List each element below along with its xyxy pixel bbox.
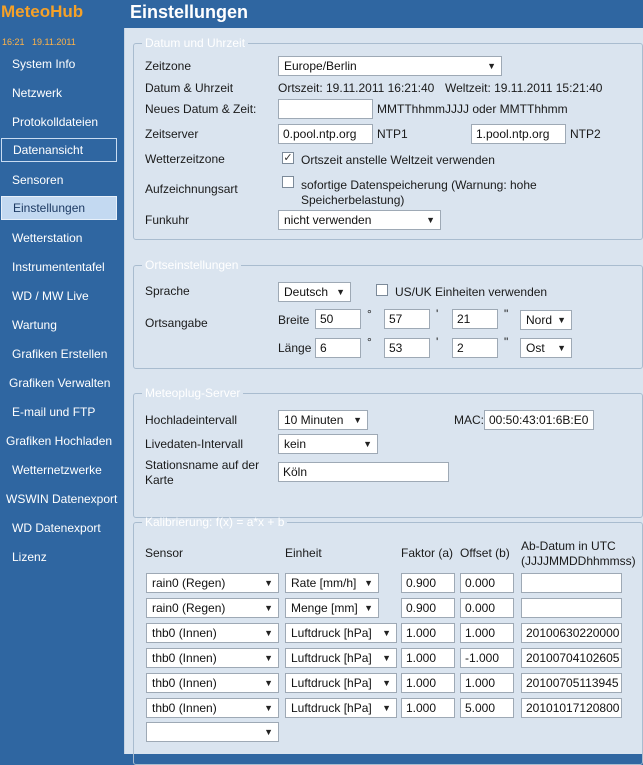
upload-interval-value: 10 Minuten bbox=[284, 413, 344, 427]
station-name-label-1: Stationsname auf der bbox=[145, 458, 260, 472]
latitude-label: Breite bbox=[278, 313, 310, 327]
row-date-input[interactable] bbox=[521, 573, 622, 593]
row-sensor-value: thb0 (Innen) bbox=[152, 676, 217, 690]
ntp2-input[interactable]: 1.pool.ntp.org bbox=[471, 124, 566, 144]
nav-datenansicht[interactable]: Datenansicht bbox=[1, 138, 117, 162]
row-unit-value: Menge [mm] bbox=[291, 601, 358, 615]
weather-time-label: Wetterzeitzone bbox=[145, 152, 225, 166]
weather-time-checkbox[interactable] bbox=[282, 152, 294, 164]
col-date-header-1: Ab-Datum in UTC bbox=[521, 539, 616, 553]
row-sensor-value: rain0 (Regen) bbox=[152, 601, 226, 615]
row-factor-input[interactable]: 0.900 bbox=[401, 598, 455, 618]
row-sensor-value: thb0 (Innen) bbox=[152, 701, 217, 715]
row-date-input[interactable]: 20100630220000 bbox=[521, 623, 622, 643]
live-interval-select[interactable] bbox=[278, 434, 378, 454]
row-unit-select[interactable] bbox=[285, 598, 379, 618]
world-time: Weltzeit: 19.11.2011 15:21:40 bbox=[445, 81, 603, 95]
min-symbol: ' bbox=[436, 335, 439, 349]
row-unit-select[interactable] bbox=[285, 623, 397, 643]
chevron-down-icon: ▼ bbox=[382, 653, 391, 663]
row-sensor-select[interactable] bbox=[146, 598, 279, 618]
timezone-value: Europe/Berlin bbox=[284, 59, 357, 73]
recording-label: Aufzeichnungsart bbox=[145, 182, 238, 196]
row-offset-input[interactable]: 0.000 bbox=[460, 573, 514, 593]
lon-dir-select[interactable] bbox=[520, 338, 572, 358]
sec-symbol: " bbox=[504, 307, 509, 321]
lat-sec-input[interactable]: 21 bbox=[452, 309, 498, 329]
nav-sensoren[interactable]: Sensoren bbox=[12, 173, 64, 187]
new-row-sensor-select[interactable] bbox=[146, 722, 279, 742]
mac-field: 00:50:43:01:6B:E0 bbox=[484, 410, 594, 430]
ntp2-label: NTP2 bbox=[570, 127, 601, 141]
row-unit-value: Luftdruck [hPa] bbox=[291, 651, 372, 665]
row-unit-select[interactable] bbox=[285, 698, 397, 718]
timeserver-label: Zeitserver bbox=[145, 127, 199, 141]
app-logo: MeteoHub bbox=[1, 2, 84, 21]
section-location-legend: Ortseinstellungen bbox=[145, 258, 239, 272]
chevron-down-icon: ▼ bbox=[264, 653, 273, 663]
row-unit-value: Luftdruck [hPa] bbox=[291, 676, 372, 690]
units-checkbox-label: US/UK Einheiten verwenden bbox=[395, 285, 548, 299]
row-sensor-value: thb0 (Innen) bbox=[152, 651, 217, 665]
row-factor-input[interactable]: 1.000 bbox=[401, 648, 455, 668]
nav-instrumententafel[interactable]: Instrumententafel bbox=[12, 260, 105, 274]
language-value: Deutsch bbox=[284, 285, 329, 299]
chevron-down-icon: ▼ bbox=[364, 603, 373, 613]
longitude-label: Länge bbox=[278, 341, 312, 355]
recording-checkbox[interactable] bbox=[282, 176, 294, 188]
row-date-input[interactable] bbox=[521, 598, 622, 618]
row-sensor-value: thb0 (Innen) bbox=[152, 626, 217, 640]
chevron-down-icon: ▼ bbox=[557, 315, 566, 325]
nav-wetternetzwerke[interactable]: Wetternetzwerke bbox=[12, 463, 102, 477]
nav-lizenz[interactable]: Lizenz bbox=[12, 550, 47, 564]
chevron-down-icon: ▼ bbox=[363, 439, 372, 449]
row-unit-select[interactable] bbox=[285, 648, 397, 668]
row-sensor-select[interactable] bbox=[146, 673, 279, 693]
row-offset-input[interactable]: 1.000 bbox=[460, 673, 514, 693]
chevron-down-icon: ▼ bbox=[264, 703, 273, 713]
section-meteoplug bbox=[133, 386, 643, 518]
row-unit-select[interactable] bbox=[285, 573, 379, 593]
chevron-down-icon: ▼ bbox=[382, 703, 391, 713]
mac-label: MAC: bbox=[454, 413, 484, 427]
nav-grafiken-verwalten[interactable]: Grafiken Verwalten bbox=[9, 376, 111, 390]
row-sensor-select[interactable] bbox=[146, 623, 279, 643]
col-offset-header: Offset (b) bbox=[460, 546, 510, 560]
row-unit-select[interactable] bbox=[285, 673, 397, 693]
row-sensor-select[interactable] bbox=[146, 698, 279, 718]
main-content bbox=[124, 28, 643, 754]
language-select[interactable] bbox=[278, 282, 351, 302]
nav-wswin-datenexport[interactable]: WSWIN Datenexport bbox=[6, 492, 118, 506]
live-interval-label: Livedaten-Intervall bbox=[145, 437, 244, 451]
chevron-down-icon: ▼ bbox=[382, 678, 391, 688]
chevron-down-icon: ▼ bbox=[487, 61, 496, 71]
chevron-down-icon: ▼ bbox=[264, 678, 273, 688]
station-name-input[interactable]: Köln bbox=[278, 462, 449, 482]
ntp1-input[interactable]: 0.pool.ntp.org bbox=[278, 124, 373, 144]
section-meteoplug-legend: Meteoplug-Server bbox=[145, 386, 241, 400]
chevron-down-icon: ▼ bbox=[426, 215, 435, 225]
upload-interval-label: Hochladeintervall bbox=[145, 413, 238, 427]
col-sensor-header: Sensor bbox=[145, 546, 184, 560]
weather-time-checkbox-label: Ortszeit anstelle Weltzeit verwenden bbox=[301, 153, 495, 167]
radio-clock-label: Funkuhr bbox=[145, 213, 190, 227]
row-offset-input[interactable]: 1.000 bbox=[460, 623, 514, 643]
recording-checkbox-label-1: sofortige Datenspeicherung (Warnung: hohe bbox=[301, 178, 537, 192]
deg-symbol: ° bbox=[367, 335, 372, 349]
new-date-input[interactable] bbox=[278, 99, 373, 119]
section-calibration-legend: Kalibrierung: f(x) = a*x + b bbox=[145, 515, 285, 529]
row-sensor-select[interactable] bbox=[146, 648, 279, 668]
row-date-input[interactable]: 20100704102605 bbox=[521, 648, 622, 668]
chevron-down-icon: ▼ bbox=[264, 727, 273, 737]
col-date-header-2: (JJJJMMDDhhmmss) bbox=[521, 554, 636, 568]
checkmark-icon: ✓ bbox=[283, 152, 293, 164]
row-date-input[interactable]: 20101017120800 bbox=[521, 698, 622, 718]
timezone-select[interactable] bbox=[278, 56, 502, 76]
col-factor-header: Faktor (a) bbox=[401, 546, 454, 560]
chevron-down-icon: ▼ bbox=[557, 343, 566, 353]
new-date-hint: MMTThhmmJJJJ oder MMTThhmm bbox=[377, 102, 568, 116]
nav-protokolldateien[interactable]: Protokolldateien bbox=[12, 115, 99, 129]
nav-netzwerk[interactable]: Netzwerk bbox=[12, 86, 63, 100]
row-unit-value: Luftdruck [hPa] bbox=[291, 626, 372, 640]
row-offset-input[interactable]: -1.000 bbox=[460, 648, 514, 668]
local-time: Ortszeit: 19.11.2011 16:21:40 bbox=[278, 81, 435, 95]
language-label: Sprache bbox=[145, 284, 190, 298]
chevron-down-icon: ▼ bbox=[264, 578, 273, 588]
sec-symbol: " bbox=[504, 335, 509, 349]
row-unit-value: Rate [mm/h] bbox=[291, 576, 357, 590]
nav-grafiken-hochladen[interactable]: Grafiken Hochladen bbox=[6, 434, 113, 448]
upload-interval-select[interactable] bbox=[278, 410, 368, 430]
new-date-label: Neues Datum & Zeit: bbox=[145, 102, 257, 116]
live-interval-value: kein bbox=[284, 437, 307, 451]
row-factor-input[interactable]: 1.000 bbox=[401, 623, 455, 643]
row-sensor-value: rain0 (Regen) bbox=[152, 576, 226, 590]
recording-checkbox-label-2: Speicherbelastung) bbox=[301, 193, 405, 207]
chevron-down-icon: ▼ bbox=[382, 628, 391, 638]
lon-dir-value: Ost bbox=[526, 341, 545, 355]
page-title: Einstellungen bbox=[130, 2, 249, 22]
min-symbol: ' bbox=[436, 307, 439, 321]
row-unit-value: Luftdruck [hPa] bbox=[291, 701, 372, 715]
date-time-label: Datum & Uhrzeit bbox=[145, 81, 234, 95]
nav-einstellungen[interactable]: Einstellungen bbox=[1, 196, 117, 220]
row-factor-input[interactable]: 0.900 bbox=[401, 573, 455, 593]
deg-symbol: ° bbox=[367, 307, 372, 321]
chevron-down-icon: ▼ bbox=[336, 287, 345, 297]
units-checkbox[interactable] bbox=[376, 284, 388, 296]
nav-email-ftp[interactable]: E-mail und FTP bbox=[12, 405, 96, 419]
lon-min-input[interactable]: 53 bbox=[384, 338, 430, 358]
sidebar bbox=[0, 0, 124, 754]
clock-date: 19.11.2011 bbox=[32, 37, 76, 47]
chevron-down-icon: ▼ bbox=[353, 415, 362, 425]
nav-wd-datenexport[interactable]: WD Datenexport bbox=[12, 521, 101, 535]
row-offset-input[interactable]: 5.000 bbox=[460, 698, 514, 718]
row-factor-input[interactable]: 1.000 bbox=[401, 698, 455, 718]
radio-clock-value: nicht verwenden bbox=[284, 213, 372, 227]
lat-dir-value: Nord bbox=[526, 313, 553, 327]
chevron-down-icon: ▼ bbox=[364, 578, 373, 588]
lat-min-input[interactable]: 57 bbox=[384, 309, 430, 329]
lon-sec-input[interactable]: 2 bbox=[452, 338, 498, 358]
nav-wd-mw-live[interactable]: WD / MW Live bbox=[12, 289, 89, 303]
chevron-down-icon: ▼ bbox=[264, 603, 273, 613]
nav-wartung[interactable]: Wartung bbox=[12, 318, 57, 332]
lon-deg-input[interactable]: 6 bbox=[315, 338, 361, 358]
place-label: Ortsangabe bbox=[145, 316, 208, 330]
station-name-label-2: Karte bbox=[145, 473, 174, 487]
header bbox=[124, 0, 643, 28]
nav-wetterstation[interactable]: Wetterstation bbox=[12, 231, 83, 245]
row-offset-input[interactable]: 0.000 bbox=[460, 598, 514, 618]
lat-deg-input[interactable]: 50 bbox=[315, 309, 361, 329]
row-sensor-select[interactable] bbox=[146, 573, 279, 593]
timezone-label: Zeitzone bbox=[145, 59, 192, 73]
row-factor-input[interactable]: 1.000 bbox=[401, 673, 455, 693]
section-datetime-legend: Datum und Uhrzeit bbox=[145, 36, 246, 50]
ntp1-label: NTP1 bbox=[377, 127, 408, 141]
lat-dir-select[interactable] bbox=[520, 310, 572, 330]
row-date-input[interactable]: 20100705113945 bbox=[521, 673, 622, 693]
radio-clock-select[interactable] bbox=[278, 210, 441, 230]
nav-grafiken-erstellen[interactable]: Grafiken Erstellen bbox=[12, 347, 108, 361]
col-unit-header: Einheit bbox=[285, 546, 322, 560]
nav-system-info[interactable]: System Info bbox=[12, 57, 76, 71]
clock bbox=[2, 37, 76, 47]
chevron-down-icon: ▼ bbox=[264, 628, 273, 638]
clock-time: 16:21 bbox=[2, 37, 25, 47]
